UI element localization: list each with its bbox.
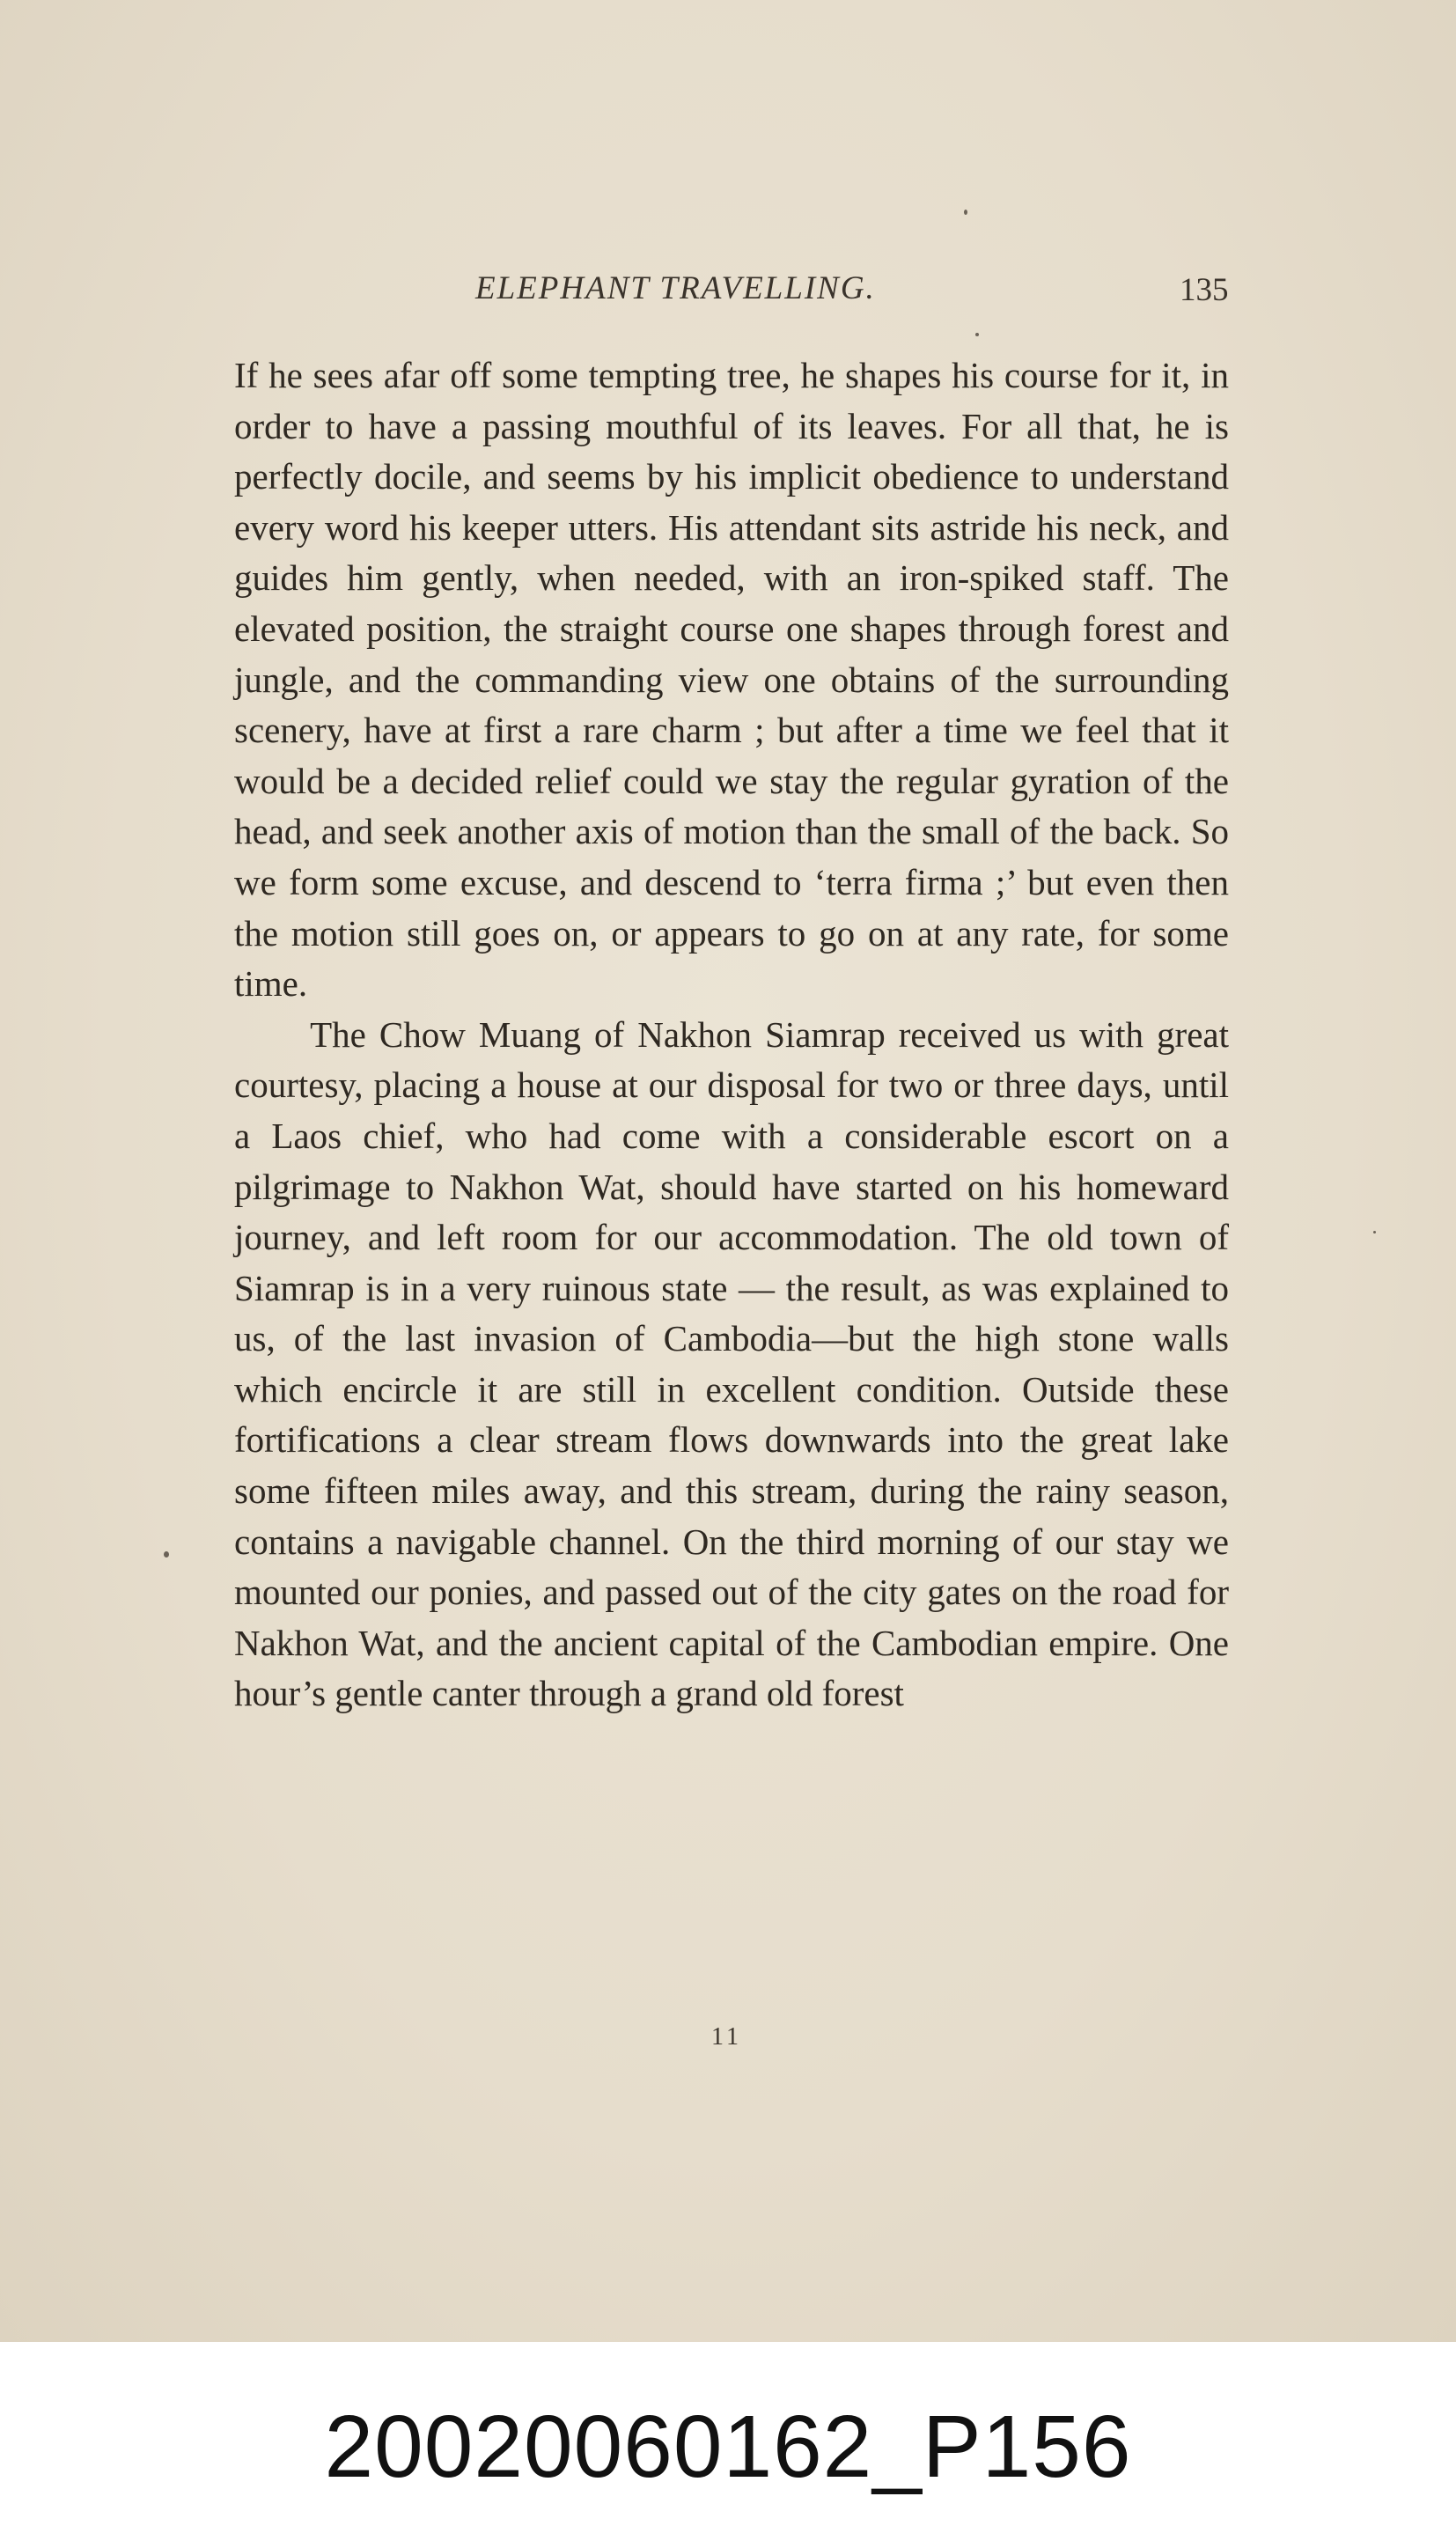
paper-speck bbox=[164, 1551, 169, 1558]
paper-speck bbox=[1373, 1231, 1376, 1233]
image-footer bbox=[0, 2342, 1456, 2548]
paper-speck bbox=[964, 210, 967, 215]
image-identifier: 20020060162_P156 bbox=[324, 2397, 1132, 2496]
running-head bbox=[0, 269, 1456, 322]
running-title: ELEPHANT TRAVELLING. bbox=[475, 270, 876, 306]
signature-mark: 11 bbox=[711, 2023, 742, 2051]
paper-speck bbox=[975, 333, 979, 336]
paragraph-2: The Chow Muang of Nakhon Siamrap received us with great courtesy, placing a house at our disposal for two or three days, until a Laos chief, who had come with a considerable escort on a pilgrimage to Nakhon Wat, should have started on his homeward journey, and left room for our accommodation. The old town of Siamrap is in a very ruinous state — the result, as was explained to us, of the last invasion of Cambodia—but the high stone walls which encircle it are still in excellent condition. Outside these fortifications a clear stream flows downwards into the great lake some fifteen miles away, and this stream, during the rainy season, contains a navigable channel. On the third morning of our stay we mounted our ponies, and passed out of the city gates on the road for Nakhon Wat, and the ancient capital of the Cambodian empire. One hour’s gentle canter through a grand old forest bbox=[234, 1013, 1229, 1714]
body-text bbox=[234, 350, 1229, 1720]
page-number: 135 bbox=[1180, 272, 1229, 308]
paragraph-1: If he sees afar off some tempting tree, he shapes his course for it, in order to have a passing mouthful of its leaves. For all that, he is perfectly docile, and seems by his implicit obedience to understand every word his keeper utters. His attendant sits astride his neck, and guides him gently, when needed, with an iron-spiked staff. The elevated position, the straight course one shapes through forest and jungle, and the commanding view one obtains of the surrounding scenery, have at first a rare charm ; but after a time we feel that it would be a decided relief could we stay the regular gyration of the head, and seek another axis of motion than the small of the back. So we form some excuse, and descend to ‘terra firma ;’ but even then the motion still goes on, or appears to go on at any rate, for some time. bbox=[234, 355, 1229, 1005]
